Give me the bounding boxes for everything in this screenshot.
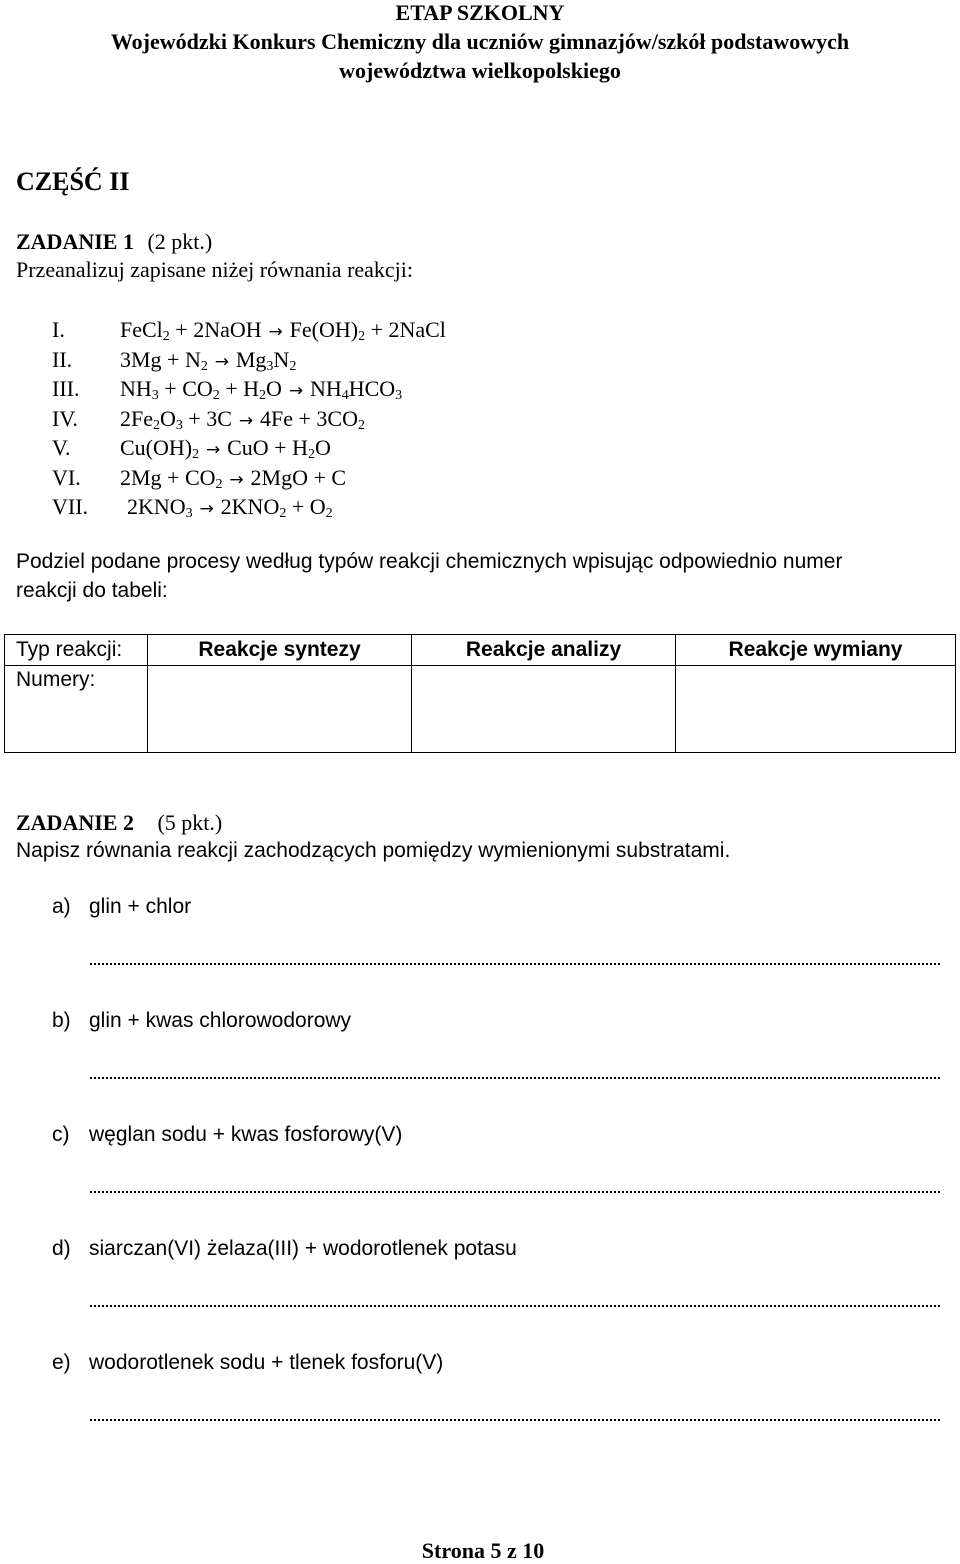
task1-instruction-line1: Podziel podane procesy według typów reakcji chemicznych wpisując odpowiednio numer xyxy=(16,550,843,573)
item-substrates: siarczan(VI) żelaza(III) + wodorotlenek potasu xyxy=(89,1237,517,1260)
answer-line[interactable] xyxy=(90,1299,940,1307)
exchange-answer-cell[interactable] xyxy=(676,666,956,753)
contest-name: Wojewódzki Konkurs Chemiczny dla uczniów gimnazjów/szkół podstawowych xyxy=(110,29,850,54)
part-title: CZĘŚĆ II xyxy=(16,167,130,196)
synthesis-answer-cell[interactable] xyxy=(148,666,412,753)
reaction-arrow-icon: → xyxy=(199,499,214,519)
item-substrates: glin + chlor xyxy=(89,895,192,918)
item-letter: c) xyxy=(52,1123,70,1146)
page-number: Strona 5 z 10 xyxy=(421,1538,545,1563)
reaction-arrow-icon: → xyxy=(238,410,254,431)
equation-products: $NH_4HCO_3$ xyxy=(309,376,403,403)
equation-text xyxy=(120,465,346,491)
exchange-column-header: Reakcje wymiany xyxy=(676,635,956,666)
task1-instruction-line2: reakcji do tabeli: xyxy=(16,579,168,602)
item-substrates: węglan sodu + kwas fosforowy(V) xyxy=(89,1123,403,1146)
equation-text xyxy=(120,317,446,343)
answer-line[interactable] xyxy=(90,957,940,965)
equation-reactants: $2Fe_2O_3 + 3C$ xyxy=(120,405,232,433)
equation-reactants: $NH_3 + CO_2 + H_2O$ xyxy=(120,376,282,403)
equation-number: III. xyxy=(52,376,80,401)
answer-line[interactable] xyxy=(90,1413,940,1421)
equation-number: VII. xyxy=(52,494,89,519)
equation-text xyxy=(120,406,365,432)
equation-number: I. xyxy=(52,317,65,342)
equation-number: II. xyxy=(52,346,73,372)
task1-intro: Przeanalizuj zapisane niżej równania reakcji: xyxy=(16,257,414,282)
equation-reactants: $Cu(OH)_2$ xyxy=(120,435,200,462)
task2-intro: Napisz równania reakcji zachodzących pomiędzy wymienionymi substratami. xyxy=(16,839,731,862)
item-letter: d) xyxy=(52,1237,71,1260)
equation-number: VI. xyxy=(52,464,81,490)
equation-products: $2KNO_2 + O_2$ xyxy=(220,494,333,521)
task1-heading xyxy=(16,229,212,255)
task2-title: ZADANIE 2 xyxy=(16,810,134,835)
equation-number: IV. xyxy=(52,405,78,431)
equation-text xyxy=(120,347,296,373)
substrates-item xyxy=(52,1123,402,1147)
numbers-label-cell: Numery: xyxy=(5,666,148,753)
reaction-arrow-icon: → xyxy=(214,351,229,372)
equation-reactants: $2Mg + CO_2$ xyxy=(120,464,223,492)
analysis-column-header: Reakcje analizy xyxy=(412,635,676,666)
item-substrates: glin + kwas chlorowodorowy xyxy=(89,1009,352,1032)
analysis-answer-cell[interactable] xyxy=(412,666,676,753)
task2-points: (5 pkt.) xyxy=(157,810,223,835)
reaction-arrow-icon: → xyxy=(205,440,221,460)
equation-products: $Mg_3N_2$ xyxy=(235,346,297,374)
equation-products: 2MgO + C xyxy=(250,464,347,490)
substrates-item xyxy=(52,895,191,919)
contest-stage-title: ETAP SZKOLNY xyxy=(395,0,565,25)
reaction-arrow-icon: → xyxy=(288,381,304,401)
reaction-arrow-icon: → xyxy=(229,469,244,490)
equation-text xyxy=(127,494,333,520)
contest-region: województwa wielkopolskiego xyxy=(339,58,621,83)
task1-title: ZADANIE 1 xyxy=(16,229,134,254)
reaction-arrow-icon: → xyxy=(268,322,283,342)
equation-products: $Fe(OH)_2$ + 2NaCl xyxy=(289,317,446,344)
synthesis-column-header: Reakcje syntezy xyxy=(148,635,412,666)
equation-text xyxy=(120,435,331,461)
answer-line[interactable] xyxy=(90,1185,940,1193)
item-letter: e) xyxy=(52,1351,71,1374)
equation-number: V. xyxy=(52,435,71,460)
reaction-types-table xyxy=(4,634,956,753)
substrates-item xyxy=(52,1351,443,1375)
equation-reactants: $3Mg + N_2$ xyxy=(120,346,208,374)
type-label-cell: Typ reakcji: xyxy=(5,635,148,666)
table-header-row xyxy=(5,635,956,666)
equation-products: $4Fe + 3CO_2$ xyxy=(259,405,365,433)
substrates-item xyxy=(52,1009,351,1033)
equation-products: CuO + $H_2O$ xyxy=(227,435,331,462)
equation-reactants: FeCl$_2$ + 2NaOH xyxy=(120,317,262,344)
equation-reactants: $2KNO_3$ xyxy=(127,494,193,521)
item-letter: b) xyxy=(52,1009,71,1032)
task1-points: (2 pkt.) xyxy=(147,229,213,254)
task2-heading xyxy=(16,810,222,836)
table-numbers-row xyxy=(5,666,956,753)
answer-line[interactable] xyxy=(90,1071,940,1079)
substrates-item xyxy=(52,1237,517,1261)
item-letter: a) xyxy=(52,895,71,918)
equation-text xyxy=(120,376,402,402)
item-substrates: wodorotlenek sodu + tlenek fosforu(V) xyxy=(89,1351,444,1374)
